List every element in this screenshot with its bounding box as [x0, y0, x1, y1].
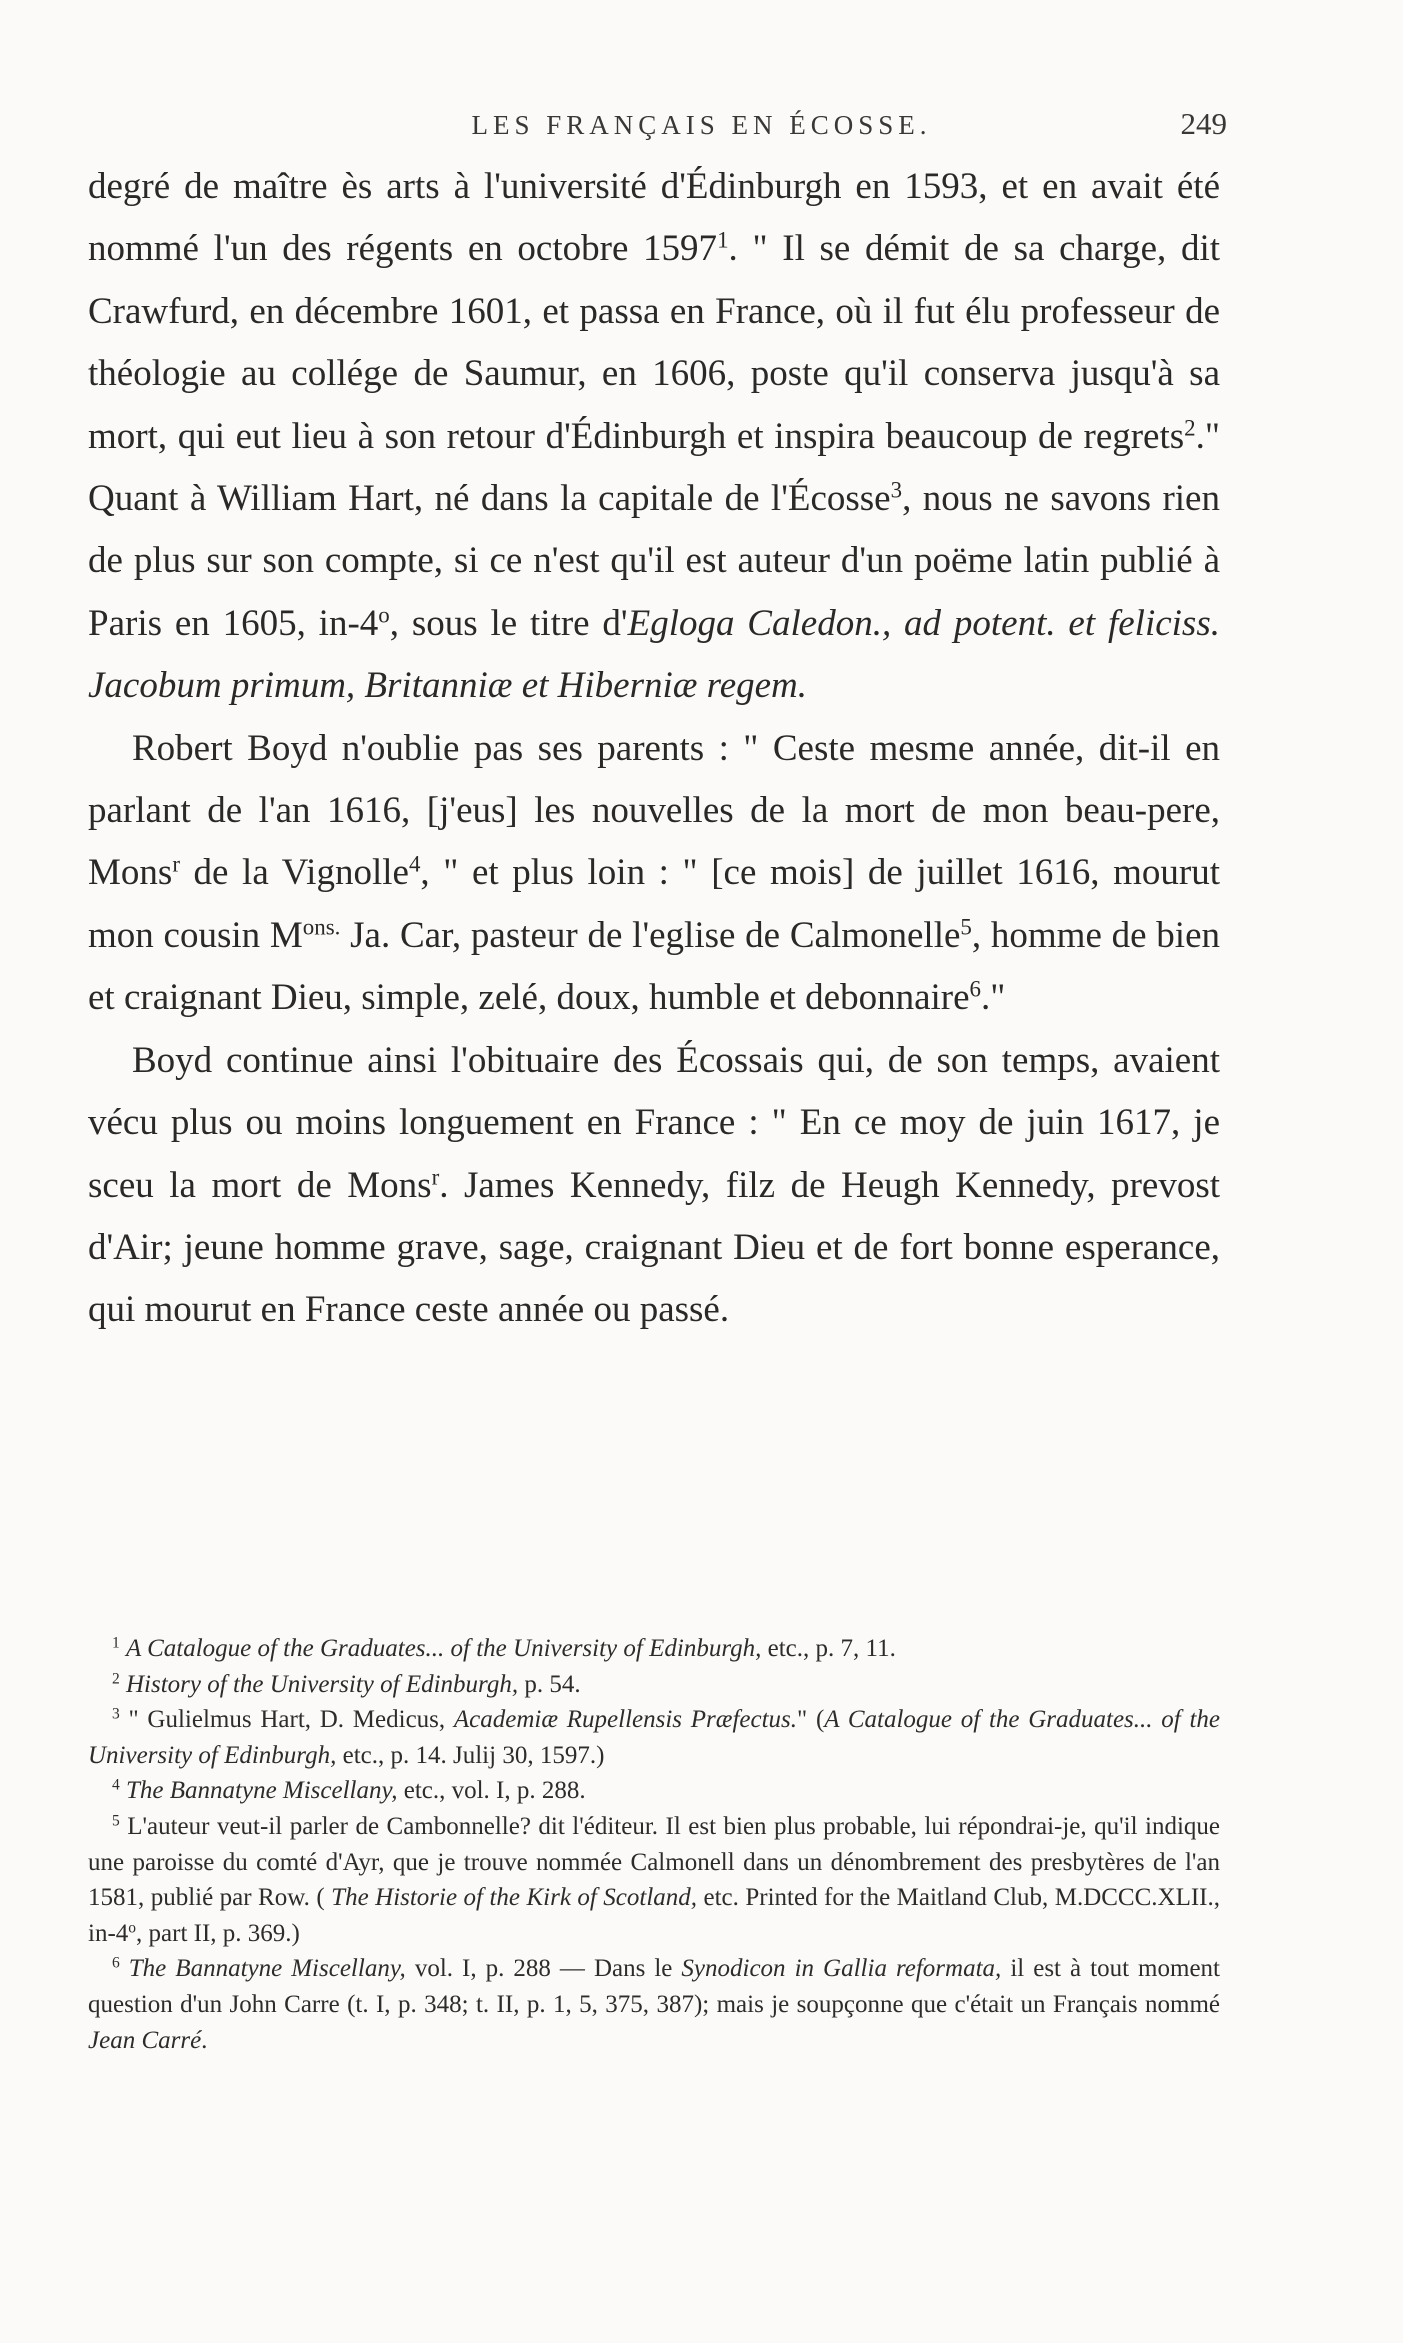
- page-number: 249: [1180, 106, 1227, 141]
- text-run: ." Quant à William Hart, né dans la capitale de l'Écosse: [88, 415, 1220, 520]
- italic-title: The Bannatyne Miscellany,: [128, 1955, 406, 1983]
- italic-title: Synodicon in Gallia reformata,: [681, 1955, 1002, 1983]
- paragraph-1: [88, 156, 1220, 718]
- footnote-number: 3: [112, 1705, 120, 1723]
- footnote-ref: 3: [890, 477, 903, 503]
- footnote-3: [88, 1702, 1220, 1773]
- italic-title: The Historie of the Kirk of Scotland,: [331, 1884, 698, 1912]
- text-run: de la Vignolle: [179, 852, 409, 894]
- text-run: etc., vol. I, p. 288.: [397, 1777, 586, 1805]
- text-run: L'auteur veut-il parler de Cambonnelle? dit l'éditeur. Il est bien plus probable, lui répondrai-je, qu'il indique une paroisse du comté d'Ayr, que je trouve nommée Calmonell dans un dénombrement des presbytères de l'an 1581, publié par Row. (: [88, 1812, 1220, 1912]
- degree-mark: o: [378, 602, 390, 628]
- abbrev-superscript: r: [431, 1163, 440, 1189]
- footnote-ref: 6: [969, 976, 982, 1002]
- degree-mark: o: [128, 1919, 137, 1937]
- footnote-number: 1: [112, 1634, 120, 1652]
- footnote-number: 2: [112, 1670, 120, 1688]
- italic-title: Egloga Caledon., ad potent. et feliciss. Jacobum primum, Britanniæ et Hiberniæ regem.: [88, 602, 1220, 707]
- text-run: , homme de bien et craignant Dieu, simple, zelé, doux, humble et debonnaire: [88, 914, 1220, 1019]
- text-run: Ja. Car, pasteur de l'eglise de Calmonelle: [340, 914, 961, 956]
- footnote-ref: 2: [1184, 415, 1196, 441]
- text-run: , nous ne savons rien de plus sur son compte, si ce n'est qu'il est auteur d'un poëme latin publié à Paris en 1605, in-4: [88, 478, 1220, 644]
- abbrev-superscript: r: [172, 851, 180, 877]
- footnote-5: [88, 1809, 1220, 1951]
- italic-title: Academiæ Rupellensis Præfectus.: [453, 1706, 798, 1734]
- text-run: degré de maître ès arts à l'université d'Édinburgh en 1593, et en avait été nommé l'un des régents en octobre 1597: [88, 166, 1220, 270]
- abbrev-superscript: ons.: [302, 914, 341, 940]
- italic-name: Jean Carré: [88, 2026, 202, 2054]
- italic-title: A Catalogue of the Graduates... of the University of Edinburgh,: [126, 1635, 762, 1662]
- italic-title: History of the University of Edinburgh,: [126, 1670, 519, 1698]
- text-run: il est à tout moment question d'un John Carre (t. I, p. 348; t. II, p. 1, 5, 375, 387); mais je soupçonne que c'était un Français nommé: [88, 1955, 1220, 2018]
- paragraph-3: [88, 1030, 1220, 1342]
- footnote-ref: 4: [408, 851, 421, 877]
- main-text: [88, 156, 1220, 1342]
- text-run: Boyd continue ainsi l'obituaire des Écossais qui, de son temps, avaient vécu plus ou moins longuement en France : " En ce moy de juin 1617, je sceu la mort de Mons: [88, 1039, 1220, 1206]
- footnote-1: [88, 1631, 1220, 1667]
- text-run: , sous le titre d': [389, 602, 628, 644]
- footnote-number: 4: [112, 1776, 120, 1794]
- text-run: .: [201, 2026, 208, 2054]
- text-run: " Gulielmus Hart, D. Medicus,: [119, 1706, 454, 1734]
- text-run: .": [981, 977, 1006, 1019]
- text-run: , part II, p. 369.): [136, 1919, 300, 1947]
- italic-title: The Bannatyne Miscellany,: [126, 1777, 398, 1805]
- text-run: p. 54.: [518, 1670, 581, 1698]
- footnote-number: 5: [112, 1812, 120, 1830]
- footnote-4: [88, 1773, 1220, 1809]
- footnote-2: [88, 1667, 1220, 1703]
- footnote-ref: 5: [960, 914, 972, 940]
- paragraph-2: [88, 718, 1220, 1030]
- text-run: , " et plus loin : " [ce mois] de juillet 1616, mourut mon cousin M: [88, 852, 1221, 956]
- text-run: etc. Printed for the Maitland Club, M.DCCC.XLII., in-4: [88, 1884, 1220, 1947]
- text-run: . " Il se démit de sa charge, dit Crawfurd, en décembre 1601, et passa en France, où il fut élu professeur de théologie au collége de Saumur, en 1606, poste qu'il conserva jusqu'à sa mort, qui eut lieu à son retour d'Édinburgh et inspira beaucoup de regrets: [88, 228, 1220, 457]
- text-run: vol. I, p. 288 — Dans le: [405, 1955, 682, 1983]
- text-run: Robert Boyd n'oublie pas ses parents : " Ceste mesme année, dit-il en parlant de l'an 1616, [j'eus] les nouvelles de la mort de mon beau-pere, Mons: [88, 727, 1220, 894]
- footnote-ref: 1: [717, 227, 729, 253]
- footnote-number: 6: [112, 1954, 120, 1972]
- italic-title: A Catalogue of the Graduates... of the University of Edinburgh,: [88, 1706, 1221, 1769]
- running-head: LES FRANÇAIS EN ÉCOSSE.: [471, 110, 932, 140]
- text-run: . James Kennedy, filz de Heugh Kennedy, prevost d'Air; jeune homme grave, sage, craignant Dieu et de fort bonne esperance, qui mourut en France ceste année ou passé.: [88, 1164, 1221, 1331]
- text-run: " (: [797, 1706, 825, 1734]
- footnote-6: [88, 1951, 1220, 2058]
- footnotes: [88, 1631, 1220, 2058]
- text-run: etc., p. 14. Julij 30, 1597.): [336, 1741, 605, 1769]
- text-run: etc., p. 7, 11.: [761, 1635, 896, 1662]
